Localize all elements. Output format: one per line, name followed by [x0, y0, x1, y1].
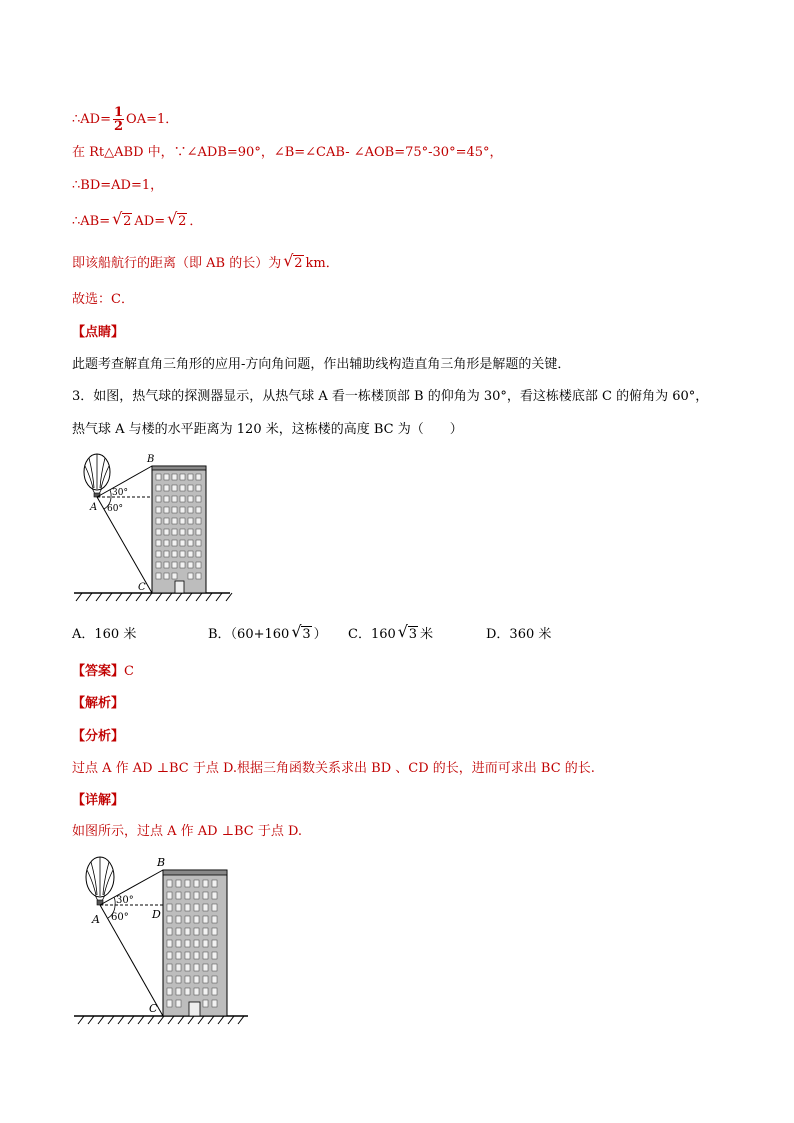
solution-line-ab-pre: ∴AB= — [72, 214, 111, 229]
label-B: B — [157, 856, 166, 869]
solution-line-ab-post: ． — [189, 214, 203, 229]
angle-30-label: 30° — [112, 488, 128, 498]
fraction-numerator: 1 — [113, 105, 124, 120]
label-D: D — [152, 908, 161, 921]
tag-fenxi: 【分析】 — [72, 729, 125, 744]
solution-line-bd: ∴BD=AD=1， — [72, 178, 164, 193]
sqrt-value: 2 — [294, 256, 303, 271]
label-C: C — [138, 582, 146, 593]
sqrt-expression: √ 3 — [397, 622, 418, 642]
solution-line-ad-post: OA=1． — [126, 112, 179, 127]
label-A: A — [90, 502, 98, 513]
sqrt-value: 3 — [408, 627, 418, 642]
solution-line-distance-post: km． — [305, 256, 339, 271]
label-A: A — [92, 913, 100, 926]
option-c-post: 米 — [420, 627, 434, 642]
angle-60-label: 60° — [111, 912, 129, 923]
detail-line: 如图所示，过点 A 作 AD ⊥BC 于点 D. — [72, 824, 303, 839]
option-b-post: ） — [313, 627, 327, 642]
option-d: D．360 米 — [486, 627, 552, 642]
solution-line-distance-pre: 即该船航行的距离（即 AB 的长）为 — [72, 256, 282, 271]
sqrt-expression: √ 3 — [291, 622, 311, 642]
fraction-one-half — [113, 106, 124, 133]
analysis-line: 过点 A 作 AD ⊥BC 于点 D.根据三角函数关系求出 BD 、CD 的长，进而可求出 BC 的长. — [72, 761, 595, 776]
tag-answer: 【答案】 — [72, 664, 125, 679]
comment-line: 此题考查解直角三角形的应用-方向角问题，作出辅助线构造直角三角形是解题的关键． — [72, 357, 571, 372]
answer-line — [72, 662, 134, 682]
option-b-pre: B．（60+160 — [208, 627, 290, 642]
solution-line-ad — [72, 106, 178, 133]
tag-dianjing: 【点睛】 — [72, 325, 125, 340]
label-B: B — [147, 454, 155, 465]
angle-30-label: 30° — [116, 895, 134, 906]
figure-balloon-building-with-d — [70, 850, 255, 1030]
option-c-pre: C．160 — [348, 627, 396, 642]
solution-line-rt: 在 Rt△ABD 中，∵∠ADB=90°，∠B=∠CAB- ∠AOB=75°-30°=45°， — [72, 145, 503, 160]
angle-60-label: 60° — [107, 504, 123, 514]
solution-line-ad-pre: ∴AD= — [72, 112, 111, 127]
solution-line-ab-mid: AD= — [134, 214, 166, 229]
sqrt-expression: √ 2 — [283, 251, 303, 271]
sqrt-expression: √ 2 — [112, 209, 132, 229]
solution-line-ab — [72, 209, 203, 232]
question-line-2: 热气球 A 与楼的水平距离为 120 米，这栋楼的高度 BC 为（ ） — [72, 422, 463, 437]
option-a: A．160 米 — [72, 627, 137, 642]
label-C: C — [149, 1002, 158, 1015]
sqrt-value: 2 — [123, 214, 132, 229]
sqrt-expression: √ 2 — [167, 209, 187, 229]
sqrt-value: 2 — [178, 214, 187, 229]
solution-choice: 故选：C． — [72, 292, 134, 307]
fraction-denominator: 2 — [113, 119, 124, 134]
figure-balloon-building — [70, 448, 240, 608]
option-c — [348, 622, 434, 645]
answer-value: C — [124, 664, 134, 679]
option-b — [208, 622, 327, 645]
sqrt-value: 3 — [302, 627, 311, 642]
solution-line-distance — [72, 251, 339, 274]
question-line-1: 3．如图，热气球的探测器显示，从热气球 A 看一栋楼顶部 B 的仰角为 30°，看这栋楼底部 C 的俯角为 60°， — [72, 389, 709, 404]
tag-xiangjie: 【详解】 — [72, 793, 125, 808]
tag-jiexi: 【解析】 — [72, 696, 125, 711]
